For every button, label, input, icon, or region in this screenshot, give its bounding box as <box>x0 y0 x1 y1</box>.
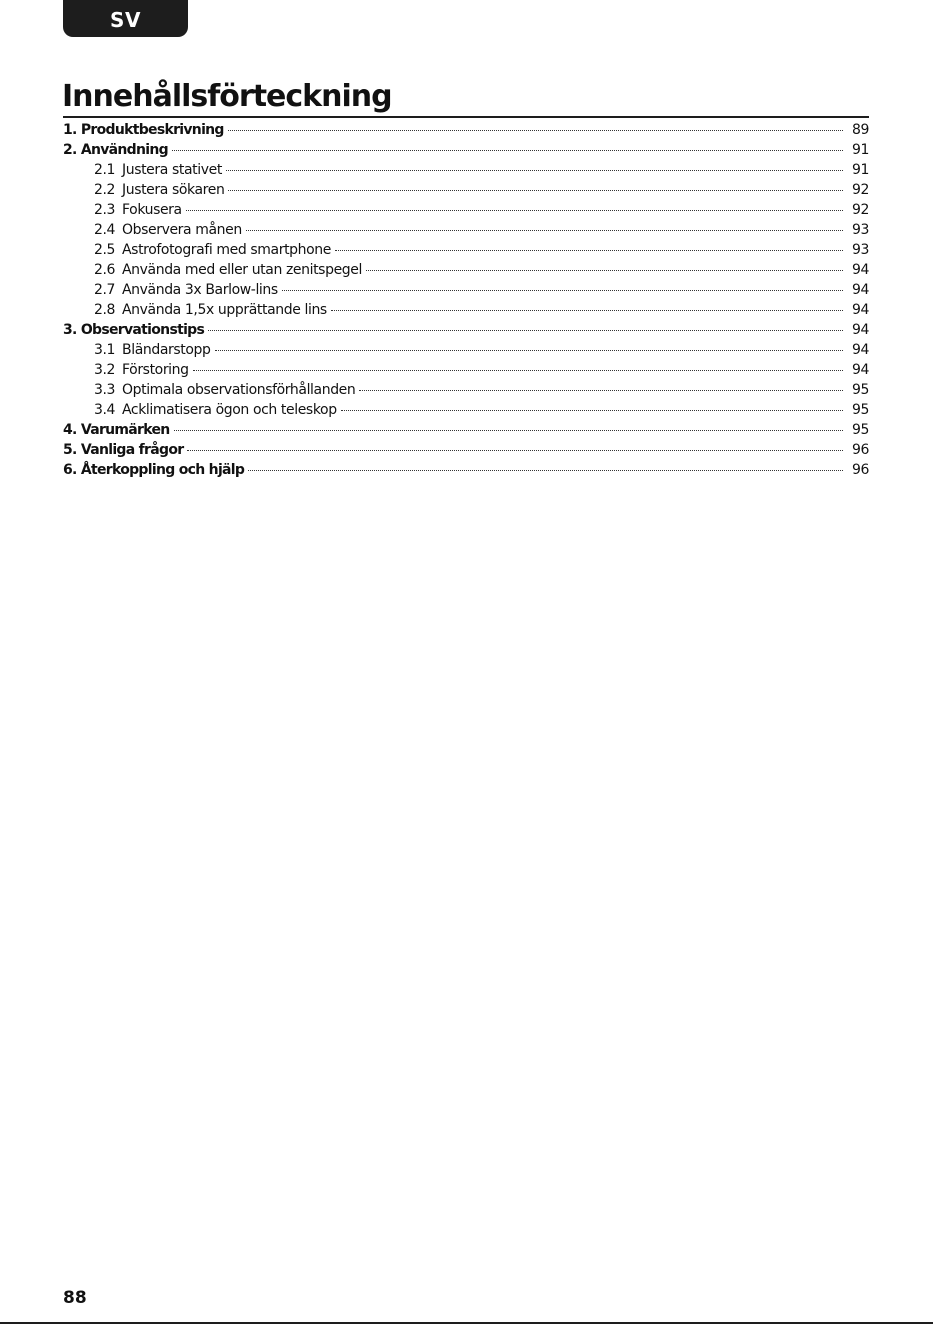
toc-entry-label: 2. Användning <box>63 142 168 158</box>
toc-entry-page: 95 <box>851 382 869 398</box>
toc-entry-label: Använda 3x Barlow-lins <box>122 282 278 298</box>
toc-entry-label: 6. Återkoppling och hjälp <box>63 462 245 478</box>
toc-entry-page: 94 <box>851 322 869 338</box>
toc-subsection-entry[interactable] <box>63 240 869 260</box>
toc-entry-label: 4. Varumärken <box>63 422 170 438</box>
title-divider <box>63 116 869 118</box>
toc-entry-number: 2.2 <box>94 182 116 198</box>
toc-dot-leader <box>193 369 843 371</box>
toc-subsection-entry[interactable] <box>63 300 869 320</box>
toc-dot-leader <box>359 389 843 391</box>
toc-section-entry[interactable] <box>63 140 869 160</box>
toc-subsection-entry[interactable] <box>63 220 869 240</box>
toc-entry-label: Justera stativet <box>122 162 222 178</box>
toc-entry-label: Justera sökaren <box>122 182 225 198</box>
language-tab: SV <box>63 0 188 37</box>
toc-entry-label: 1. Produktbeskrivning <box>63 122 224 138</box>
toc-entry-label: Acklimatisera ögon och teleskop <box>122 402 337 418</box>
toc-entry-label: Optimala observationsförhållanden <box>122 382 356 398</box>
toc-entry-page: 93 <box>851 242 869 258</box>
toc-subsection-entry[interactable] <box>63 340 869 360</box>
toc-entry-page: 94 <box>851 302 869 318</box>
toc-section-entry[interactable] <box>63 120 869 140</box>
toc-entry-number: 2.8 <box>94 302 116 318</box>
toc-dot-leader <box>248 469 843 471</box>
toc-entry-label: 3. Observationstips <box>63 322 205 338</box>
toc-dot-leader <box>228 189 843 191</box>
toc-subsection-entry[interactable] <box>63 180 869 200</box>
toc-subsection-entry[interactable] <box>63 380 869 400</box>
toc-dot-leader <box>174 429 843 431</box>
toc-subsection-entry[interactable] <box>63 260 869 280</box>
toc-entry-page: 92 <box>851 202 869 218</box>
toc-dot-leader <box>282 289 843 291</box>
toc-entry-number: 2.4 <box>94 222 116 238</box>
toc-entry-page: 94 <box>851 282 869 298</box>
toc-entry-page: 89 <box>851 122 869 138</box>
toc-subsection-entry[interactable] <box>63 280 869 300</box>
toc-entry-number: 2.3 <box>94 202 116 218</box>
toc-entry-label: Förstoring <box>122 362 189 378</box>
page-title: Innehållsförteckning <box>62 79 392 114</box>
toc-dot-leader <box>186 209 843 211</box>
toc-entry-number: 2.1 <box>94 162 116 178</box>
toc-entry-page: 93 <box>851 222 869 238</box>
toc-dot-leader <box>246 229 843 231</box>
toc-entry-page: 92 <box>851 182 869 198</box>
toc-entry-number: 3.3 <box>94 382 116 398</box>
toc-dot-leader <box>187 449 843 451</box>
toc-subsection-entry[interactable] <box>63 160 869 180</box>
toc-dot-leader <box>215 349 844 351</box>
toc-entry-number: 2.5 <box>94 242 116 258</box>
toc-entry-page: 94 <box>851 262 869 278</box>
toc-entry-number: 3.4 <box>94 402 116 418</box>
toc-entry-label: Observera månen <box>122 222 242 238</box>
toc-entry-number: 3.1 <box>94 342 116 358</box>
toc-subsection-entry[interactable] <box>63 360 869 380</box>
toc-entry-number: 2.7 <box>94 282 116 298</box>
toc-entry-label: Bländarstopp <box>122 342 211 358</box>
toc-entry-label: Använda 1,5x upprättande lins <box>122 302 327 318</box>
page-number: 88 <box>63 1288 87 1308</box>
toc-entry-page: 96 <box>851 462 869 478</box>
toc-section-entry[interactable] <box>63 420 869 440</box>
toc-entry-label: Astrofotografi med smartphone <box>122 242 331 258</box>
toc-dot-leader <box>226 169 843 171</box>
toc-dot-leader <box>341 409 843 411</box>
toc-entry-page: 91 <box>851 162 869 178</box>
toc-entry-label: Använda med eller utan zenitspegel <box>122 262 362 278</box>
toc-entry-number: 3.2 <box>94 362 116 378</box>
toc-subsection-entry[interactable] <box>63 200 869 220</box>
toc-entry-page: 94 <box>851 362 869 378</box>
toc-entry-label: Fokusera <box>122 202 182 218</box>
toc-section-entry[interactable] <box>63 460 869 480</box>
toc-entry-page: 91 <box>851 142 869 158</box>
toc-dot-leader <box>208 329 843 331</box>
toc-dot-leader <box>331 309 843 311</box>
toc-entry-page: 95 <box>851 402 869 418</box>
table-of-contents <box>63 120 869 480</box>
toc-entry-page: 94 <box>851 342 869 358</box>
toc-entry-number: 2.6 <box>94 262 116 278</box>
toc-entry-label: 5. Vanliga frågor <box>63 442 184 458</box>
toc-entry-page: 96 <box>851 442 869 458</box>
toc-dot-leader <box>335 249 843 251</box>
toc-section-entry[interactable] <box>63 440 869 460</box>
toc-dot-leader <box>228 129 843 131</box>
toc-dot-leader <box>172 149 843 151</box>
toc-section-entry[interactable] <box>63 320 869 340</box>
toc-entry-page: 95 <box>851 422 869 438</box>
toc-subsection-entry[interactable] <box>63 400 869 420</box>
toc-dot-leader <box>366 269 843 271</box>
